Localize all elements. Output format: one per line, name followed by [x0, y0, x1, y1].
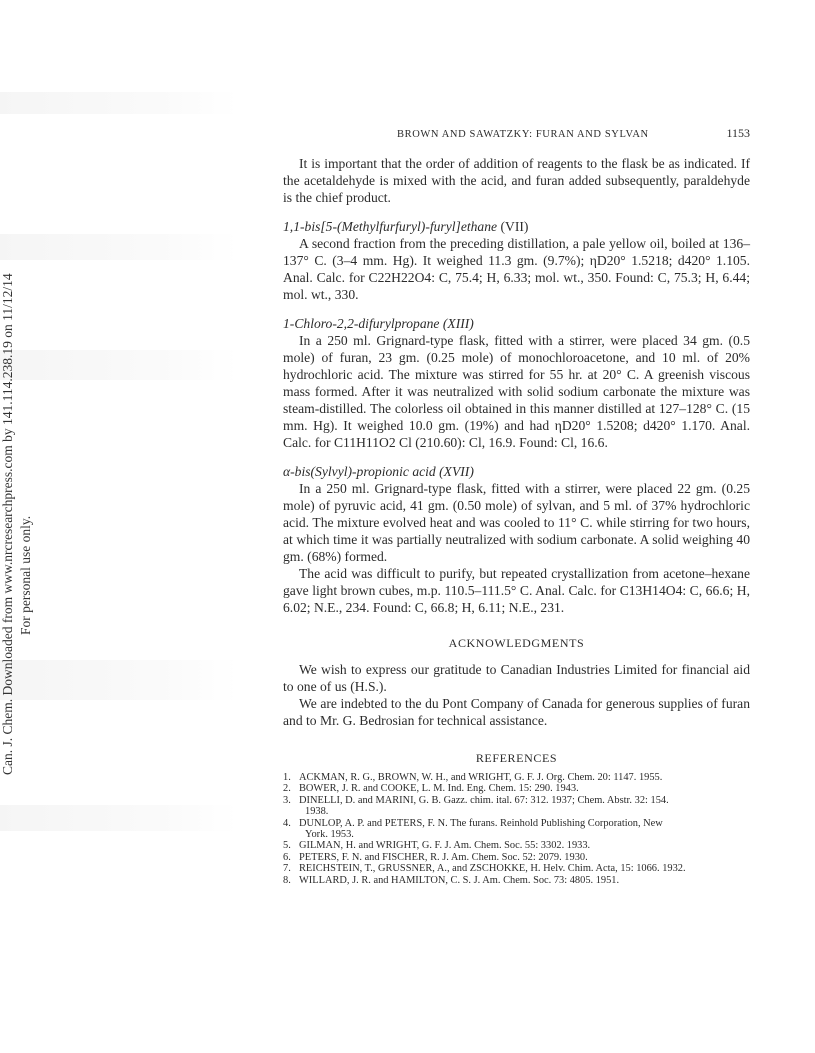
section-heading — [283, 315, 750, 332]
reference-text: WILLARD, J. R. and HAMILTON, C. S. J. Am. Chem. Soc. 73: 4805. 1951. — [299, 874, 620, 886]
reference-text: DUNLOP, A. P. and PETERS, F. N. The furans. Reinhold Publishing Corporation, New — [299, 817, 663, 829]
section-paragraph: The acid was difficult to purify, but repeated crystallization from acetone–hexane gave light brown cubes, m.p. 110.5–111.5° C. Anal. Calc. for C13H14O4: C, 66.6; H, 6.02; N.E., 234. Found: C, 66.8; H, 6.11; N.E., 231. — [283, 566, 750, 615]
section-title: 1,1-bis[5-(Methylfurfuryl)-furyl]ethane — [283, 219, 498, 234]
section-title: α-bis(Sylvyl)-propionic acid — [283, 464, 436, 479]
reference-continuation — [283, 806, 750, 817]
section-paragraph: In a 250 ml. Grignard-type flask, fitted with a stirrer, were placed 22 gm. (0.25 mole) of pyruvic acid, 41 gm. (0.50 mole) of sylvan, and 5 ml. of 37% hydrochloric acid. The mixture evolved heat and was cooled to 11° C. while stirring for two hours, at which time it was partially neutralized with sodium carbonate. A solid weighing 40 gm. (68%) formed. — [283, 481, 750, 564]
reference-item — [283, 875, 750, 886]
acknowledgment-paragraph: We wish to express our gratitude to Canadian Industries Limited for financial aid to one of us (H.S.). — [283, 662, 750, 694]
reference-text: DINELLI, D. and MARINI, G. B. Gazz. chim. ital. 67: 312. 1937; Chem. Abstr. 32: 154. — [299, 794, 669, 806]
references-heading: REFERENCES — [475, 751, 558, 765]
reference-item — [283, 863, 750, 874]
reference-item — [283, 783, 750, 794]
reference-item — [283, 818, 750, 829]
reference-text: York. 1953. — [305, 829, 354, 841]
reference-number: 4. — [283, 817, 291, 829]
compound-code: (XVII) — [439, 464, 474, 479]
reference-text: 1938. — [305, 806, 329, 818]
section-paragraph: A second fraction from the preceding distillation, a pale yellow oil, boiled at 136–137° C. (3–4 mm. Hg). It weighed 11.3 gm. (9.7%); ηD20° 1.5218; d420° 1.105. Anal. Calc. for C22H22O4: C, 75.4; H, 6.33; mol. wt., 350. Found: C, 75.3; H, 6.44; mol. wt., 330. — [283, 236, 750, 302]
compound-code: (VII) — [500, 219, 529, 234]
reference-number: 8. — [283, 874, 291, 886]
reference-text: PETERS, F. N. and FISCHER, R. J. Am. Chem. Soc. 52: 2079. 1930. — [299, 851, 588, 863]
scan-artifact — [0, 234, 238, 260]
reference-number: 7. — [283, 863, 291, 875]
reference-text: ACKMAN, R. G., BROWN, W. H., and WRIGHT, G. F. J. Org. Chem. 20: 1147. 1955. — [299, 772, 663, 783]
reference-text: REICHSTEIN, T., GRUSSNER, A., and ZSCHOKKE, H. Helv. Chim. Acta, 15: 1066. 1932. — [299, 863, 686, 875]
section-paragraph: In a 250 ml. Grignard-type flask, fitted with a stirrer, were placed 34 gm. (0.5 mole) of furan, 23 gm. (0.25 mole) of monochloroacetone, and 10 ml. of 20% hydrochloric acid. The mixture was stirred for 55 hr. at 20° C. A greenish viscous mass formed. After it was neutralized with solid sodium carbonate the mixture was steam-distilled. The colorless oil obtained in this manner distilled at 127–128° C. (15 mm. Hg). It weighed 10.0 gm. (19%) and had ηD20° 1.5208; d420° 1.170. Anal. Calc. for C11H11O2 Cl (210.60): Cl, 16.9. Found: Cl, 16.6. — [283, 333, 750, 450]
section-title: 1-Chloro-2,2-difurylpropane — [283, 316, 440, 331]
download-stamp-line2: For personal use only. — [18, 515, 33, 635]
journal-page — [283, 126, 750, 886]
reference-continuation — [283, 829, 750, 840]
running-title: BROWN AND SAWATZKY: FURAN AND SYLVAN — [397, 129, 649, 140]
compound-code: (XIII) — [442, 316, 474, 331]
reference-list — [283, 772, 750, 886]
running-header — [397, 126, 750, 141]
reference-text: GILMAN, H. and WRIGHT, G. F. J. Am. Chem. Soc. 55: 3302. 1933. — [299, 840, 591, 852]
reference-number: 1. — [283, 772, 291, 783]
scan-artifact — [0, 92, 238, 114]
download-stamp — [0, 273, 39, 780]
reference-number: 3. — [283, 794, 291, 806]
reference-text: BOWER, J. R. and COOKE, L. M. Ind. Eng. Chem. 15: 290. 1943. — [299, 783, 579, 795]
reference-number: 5. — [283, 840, 291, 852]
reference-item — [283, 772, 750, 783]
page-number: 1153 — [726, 126, 750, 140]
reference-number: 6. — [283, 851, 291, 863]
intro-paragraph: It is important that the order of addition of reagents to the flask be as indicated. If the acetaldehyde is mixed with the acid, and furan added subsequently, paraldehyde is the chief product. — [283, 156, 750, 205]
section-heading — [283, 218, 750, 235]
reference-item — [283, 852, 750, 863]
acknowledgment-paragraph: We are indebted to the du Pont Company of Canada for generous supplies of furan and to Mr. G. Bedrosian for technical assistance. — [283, 696, 750, 728]
reference-item — [283, 795, 750, 806]
reference-item — [283, 840, 750, 851]
acknowledgments-heading: ACKNOWLEDGMENTS — [448, 636, 585, 650]
section-heading — [283, 463, 750, 480]
scan-artifact — [0, 805, 238, 831]
download-stamp-line1: Can. J. Chem. Downloaded from www.nrcresearchpress.com by 141.114.238.19 on 11/12/14 — [0, 273, 15, 775]
reference-number: 2. — [283, 783, 291, 795]
